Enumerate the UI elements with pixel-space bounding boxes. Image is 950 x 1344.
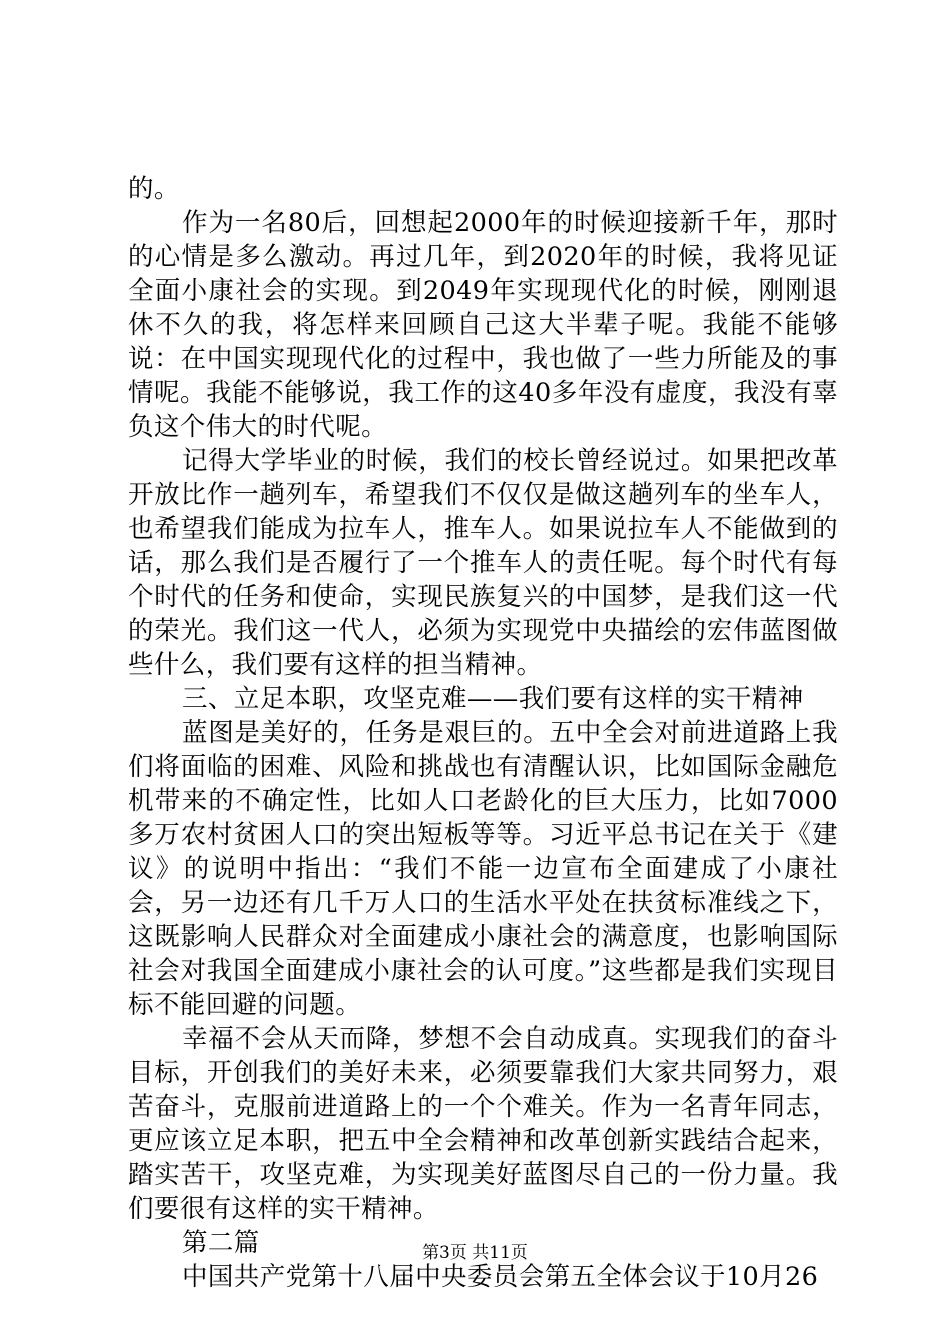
paragraph-university-memory: 记得大学毕业的时候，我们的校长曾经说过。如果把改革开放比作一趟列车，希望我们不仅仅是做这趟列车的坐车人，也希望我们能成为拉车人，推车人。如果说拉车人不能做到的话，那么我们是否履行了一个推车人的责任呢。每个时代有每个时代的任务和使命，实现民族复兴的中国梦，是我们这一代的荣光。我们这一代人，必须为实现党中央描绘的宏伟蓝图做些什么，我们要有这样的担当精神。 xyxy=(128,446,838,680)
page-number-label: 第3页 共11页 xyxy=(422,1243,528,1263)
document-body xyxy=(128,172,838,1294)
paragraph-continuation: 的。 xyxy=(128,174,180,204)
paragraph-80s-reflection: 作为一名80后，回想起2000年的时候迎接新千年，那时的心情是多么激动。再过几年，到2020年的时候，我将见证全面小康社会的实现。到2049年实现现代化的时候，刚刚退休不久的我，将怎样来回顾自己这大半辈子呢。我能不能够说：在中国实现现代化的过程中，我也做了一些力所能及的事情呢。我能不能够说，我工作的这40多年没有虚度，我没有辜负这个伟大的时代呢。 xyxy=(128,208,838,442)
section-heading-three: 三、立足本职，攻坚克难——我们要有这样的实干精神 xyxy=(182,684,804,714)
paragraph-blueprint: 蓝图是美好的，任务是艰巨的。五中全会对前进道路上我们将面临的困难、风险和挑战也有清醒认识，比如国际金融危机带来的不确定性，比如人口老龄化的巨大压力，比如7000多万农村贫困人口的突出短板等等。习近平总书记在关于《建议》的说明中指出：“我们不能一边宣布全面建成了小康社会，另一边还有几千万人口的生活水平处在扶贫标准线之下，这既影响人民群众对全面建成小康社会的满意度，也影响国际社会对我国全面建成小康社会的认可度。”这些都是我们实现目标不能回避的问题。 xyxy=(128,718,838,1020)
paragraph-happiness: 幸福不会从天而降，梦想不会自动成真。实现我们的奋斗目标，开创我们的美好未来，必须要靠我们大家共同努力，艰苦奋斗，克服前进道路上的一个个难关。作为一名青年同志，更应该立足本职，把五中全会精神和改革创新实践结合起来，踏实苦干，攻坚克难，为实现美好蓝图尽自己的一份力量。我们要很有这样的实干精神。 xyxy=(128,1024,838,1224)
heading-second-article: 第二篇 xyxy=(182,1228,260,1258)
page-footer xyxy=(0,1242,950,1264)
paragraph-second-article-start: 中国共产党第十八届中央委员会第五全体会议于10月26 xyxy=(182,1262,819,1292)
